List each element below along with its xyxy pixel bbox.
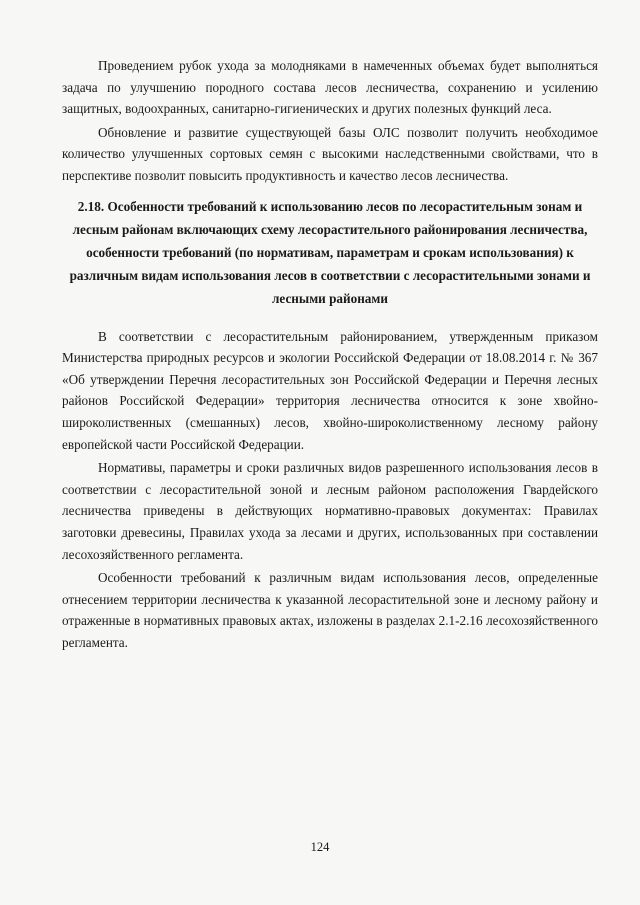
- page-content: [62, 55, 598, 655]
- paragraph-thinning-results: Проведением рубок ухода за молодняками в намеченных объемах будет выполняться задача по улучшению породного состава лесов лесничества, сохранению и усилению защитных, водоохранных, санитарно-гигиенических и других полезных функций леса.: [62, 58, 598, 117]
- paragraph-seed-base: Обновление и развитие существующей базы ОЛС позволит получить необходимое количество улучшенных сортовых семян с высокими наследственными свойствами, что в перспективе позволит повысить продуктивность и качество лесов лесничества.: [62, 124, 598, 183]
- paragraph-requirements: Особенности требований к различным видам использования лесов, определенные отнесением территории лесничества к указанной лесорастительной зоне и лесному району и отраженные в нормативных правовых актах, изложены в разделах 2.1-2.16 лесохозяйственного регламента.: [62, 570, 598, 650]
- page-number: 124: [310, 840, 330, 854]
- paragraph-zoning: В соответствии с лесорастительным районированием, утвержденным приказом Министерства природных ресурсов и экологии Российской Федерации от 18.08.2014 г. № 367 «Об утверждении Перечня лесорастительных зон Российской Федерации и Перечня лесных районов Российской Федерации» территория лесничества относится к зоне хвойно-широколиственных (смешанных) лесов, хвойно-широколиственному лесному району европейской части Российской Федерации.: [62, 328, 598, 452]
- section-heading: 2.18. Особенности требований к использованию лесов по лесорастительным зонам и лесным районам включающих схему лесорастительного районирования лесничества, особенности требований (по нормативам, параметрам и срокам использования) к различным видам использования лесов в соответствии с лесорастительными зонами и лесными районами: [69, 198, 591, 306]
- paragraph-norms: Нормативы, параметры и сроки различных видов разрешенного использования лесов в соответствии с лесорастительной зоной и лесным районом расположения Гвардейского лесничества приведены в действующих нормативно-правовых документах: Правилах заготовки древесины, Правилах ухода за лесами и других, использованных при составлении лесохозяйственного регламента.: [62, 460, 598, 562]
